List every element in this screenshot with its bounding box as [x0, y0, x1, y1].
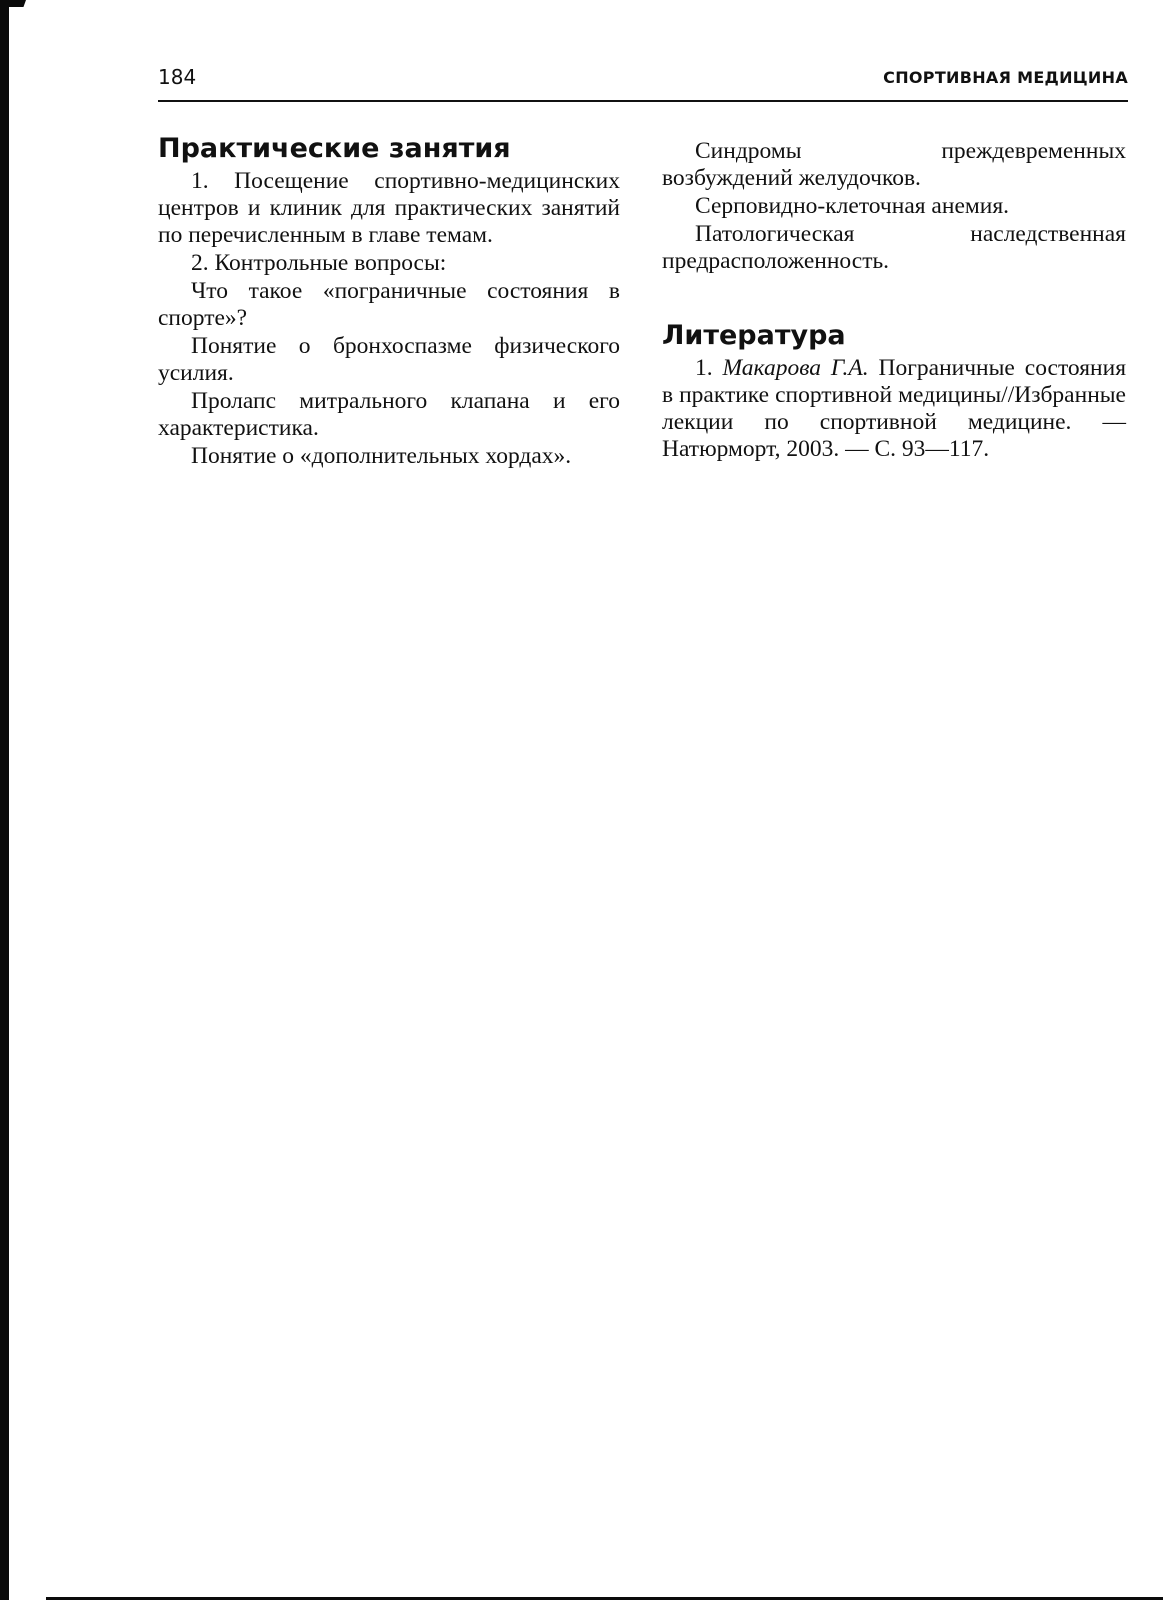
literature-entry-text: Пограничные состояния в практике спортивной медицины//Избранные лекции по спортивной медицине. — Натюрморт, 2003. — С. 93—117.: [662, 355, 1127, 462]
scan-edge-shadow: [0, 0, 9, 1600]
question-item: Серповидно-клеточная анемия.: [695, 193, 1010, 219]
literature-heading: Литература: [662, 320, 846, 351]
question-item: Что такое «пограничные состояния в спорте»?: [158, 278, 620, 331]
question-item: Патологическая наследственная предрасположенность.: [662, 221, 1126, 274]
section-spacer: [662, 275, 1126, 317]
scan-edge-corner: [0, 0, 26, 7]
question-item: Пролапс митрального клапана и его характеристика.: [158, 388, 620, 441]
question-item: Синдромы преждевременных возбуждений желудочков.: [662, 138, 1126, 191]
literature-entry: [662, 355, 1126, 463]
left-column: [158, 130, 620, 470]
page-number: 184: [158, 65, 197, 89]
literature-author: Макарова Г.А.: [722, 355, 869, 381]
running-head: [158, 64, 1128, 102]
practice-heading: Практические занятия: [158, 133, 511, 164]
practice-item-2: 2. Контрольные вопросы:: [191, 250, 447, 276]
question-item: Понятие о бронхоспазме физического усилия.: [158, 333, 620, 386]
practice-item-1: 1. Посещение спортивно-медицинских центров и клиник для практических занятий по перечисленным в главе темам.: [158, 168, 620, 248]
right-column: [662, 130, 1126, 463]
book-title: СПОРТИВНАЯ МЕДИЦИНА: [883, 68, 1128, 87]
question-item: Понятие о «дополнительных хордах».: [191, 443, 572, 469]
literature-entry-number: 1.: [695, 355, 713, 381]
